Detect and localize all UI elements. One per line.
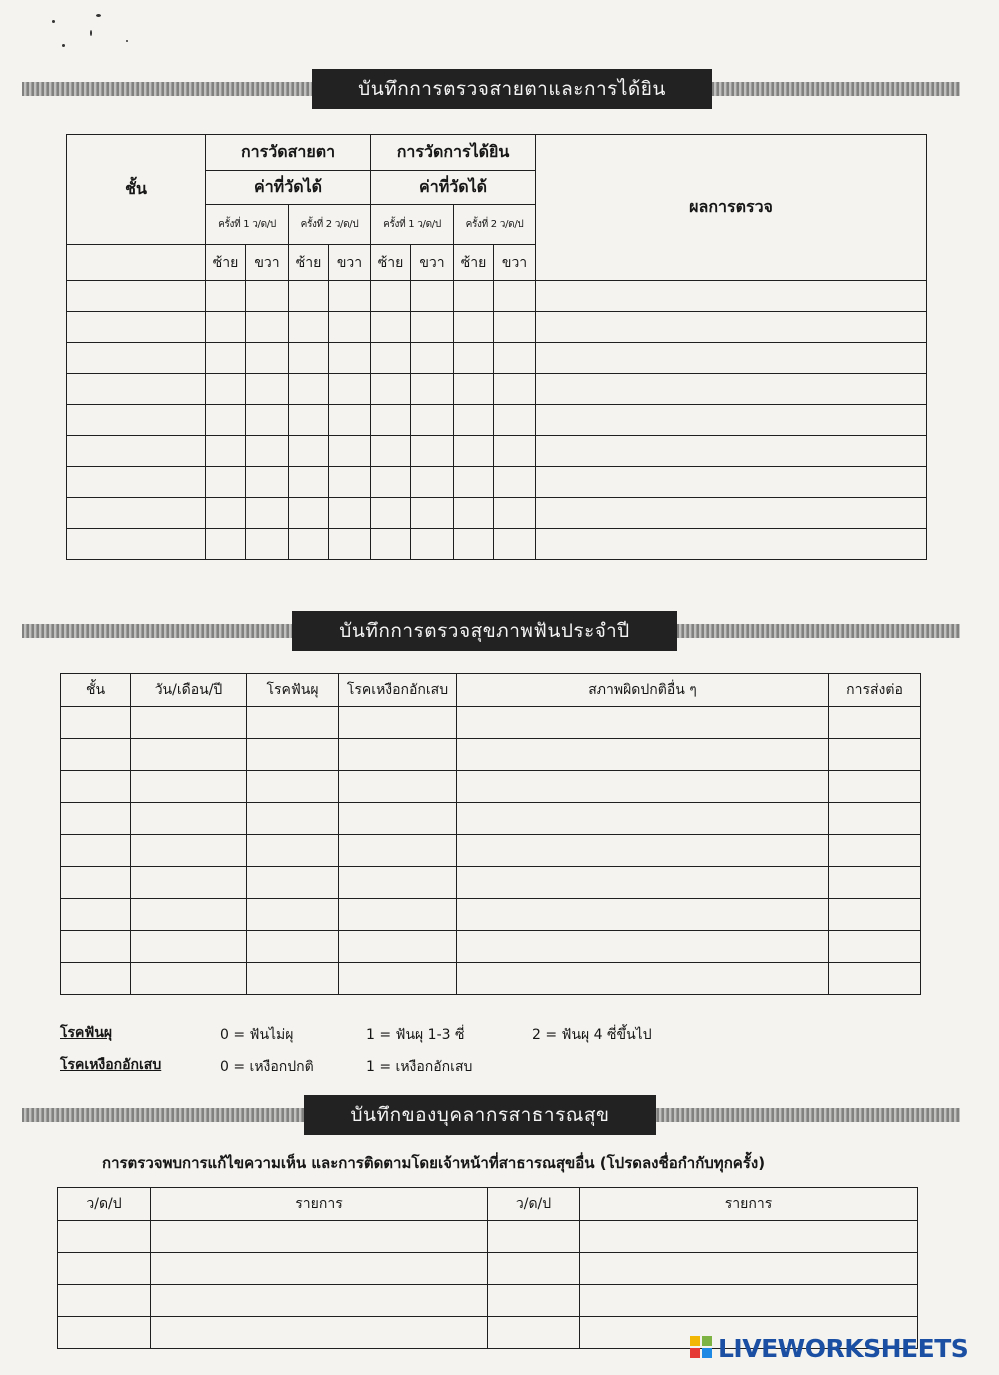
input-cell[interactable] (131, 835, 247, 867)
input-cell[interactable] (67, 405, 206, 436)
scan-speck (126, 40, 128, 42)
date-header: ว/ด/ป (58, 1188, 151, 1221)
input-cell[interactable] (206, 374, 246, 405)
input-cell[interactable] (580, 1253, 918, 1285)
input-cell[interactable] (247, 707, 339, 739)
input-cell[interactable] (454, 436, 494, 467)
health-staff-table (57, 1187, 918, 1349)
input-cell[interactable] (457, 867, 829, 899)
input-cell[interactable] (494, 374, 536, 405)
input-cell[interactable] (206, 312, 246, 343)
table-row (58, 1253, 918, 1285)
date-header: วัน/เดือน/ปี (131, 674, 247, 707)
input-cell[interactable] (371, 405, 411, 436)
input-cell[interactable] (829, 867, 921, 899)
date-header: ว/ด/ป (488, 1188, 580, 1221)
input-cell[interactable] (131, 867, 247, 899)
input-cell[interactable] (536, 281, 927, 312)
input-cell[interactable] (488, 1285, 580, 1317)
input-cell[interactable] (411, 498, 454, 529)
input-cell[interactable] (536, 405, 927, 436)
vision-measured-header: ค่าที่วัดได้ (206, 171, 371, 205)
input-cell[interactable] (329, 405, 371, 436)
input-cell[interactable] (289, 374, 329, 405)
caries-legend-label (60, 1022, 112, 1044)
input-cell[interactable] (488, 1221, 580, 1253)
table-row (61, 899, 921, 931)
input-cell[interactable] (131, 739, 247, 771)
input-cell[interactable] (329, 343, 371, 374)
input-cell[interactable] (58, 1317, 151, 1349)
input-cell[interactable] (289, 529, 329, 560)
input-cell[interactable] (488, 1253, 580, 1285)
input-cell[interactable] (247, 803, 339, 835)
input-cell[interactable] (411, 405, 454, 436)
left-header: ซ้าย (206, 245, 246, 281)
legend-label-text: โรคฟันผุ (60, 1025, 113, 1041)
input-cell[interactable] (206, 436, 246, 467)
liveworksheets-logo-icon (690, 1336, 714, 1360)
input-cell[interactable] (536, 343, 927, 374)
input-cell[interactable] (131, 803, 247, 835)
section-title: บันทึกการตรวจสายตาและการได้ยิน (312, 69, 712, 109)
left-header: ซ้าย (371, 245, 411, 281)
gingivitis-header: โรคเหงือกอักเสบ (339, 674, 457, 707)
input-cell[interactable] (58, 1285, 151, 1317)
input-cell[interactable] (131, 899, 247, 931)
input-cell[interactable] (457, 803, 829, 835)
vision-header: การวัดสายตา (206, 135, 371, 171)
input-cell[interactable] (454, 529, 494, 560)
input-cell[interactable] (206, 281, 246, 312)
logo-text: LIVEWORKSHEETS (718, 1334, 969, 1363)
table-row (61, 771, 921, 803)
legend-value: 0 = ฟันไม่ผุ (220, 1027, 294, 1043)
input-cell[interactable] (339, 867, 457, 899)
input-cell[interactable] (339, 771, 457, 803)
input-cell[interactable] (454, 405, 494, 436)
input-cell[interactable] (494, 436, 536, 467)
input-cell[interactable] (246, 529, 289, 560)
table-row (61, 867, 921, 899)
table-row (67, 498, 927, 529)
table-row (67, 281, 927, 312)
legend-value: 2 = ฟันผุ 4 ซี่ขึ้นไป (532, 1027, 652, 1043)
input-cell[interactable] (246, 343, 289, 374)
table-row (67, 467, 927, 498)
table-row (61, 739, 921, 771)
input-cell[interactable] (371, 436, 411, 467)
input-cell[interactable] (329, 374, 371, 405)
input-cell[interactable] (67, 467, 206, 498)
input-cell[interactable] (494, 281, 536, 312)
input-cell[interactable] (454, 281, 494, 312)
input-cell[interactable] (411, 529, 454, 560)
grade-header: ชั้น (61, 674, 131, 707)
input-cell[interactable] (371, 343, 411, 374)
input-cell[interactable] (494, 467, 536, 498)
left-header: ซ้าย (454, 245, 494, 281)
input-cell[interactable] (494, 529, 536, 560)
input-cell[interactable] (829, 931, 921, 963)
section-title: บันทึกการตรวจสุขภาพฟันประจำปี (292, 611, 677, 651)
input-cell[interactable] (61, 899, 131, 931)
input-cell[interactable] (246, 312, 289, 343)
input-cell[interactable] (67, 529, 206, 560)
legend-label-text: โรคเหงือกอักเสบ (60, 1057, 162, 1073)
input-cell[interactable] (329, 529, 371, 560)
hearing-round2-header: ครั้งที่ 2 ว/ด/ป (454, 205, 536, 245)
right-header: ขวา (246, 245, 289, 281)
input-cell[interactable] (829, 835, 921, 867)
input-cell[interactable] (457, 739, 829, 771)
input-cell[interactable] (829, 739, 921, 771)
table-row (61, 803, 921, 835)
input-cell[interactable] (58, 1221, 151, 1253)
input-cell[interactable] (494, 312, 536, 343)
legend-value: 0 = เหงือกปกติ (220, 1059, 314, 1075)
input-cell[interactable] (246, 405, 289, 436)
input-cell[interactable] (61, 867, 131, 899)
table-row (67, 436, 927, 467)
input-cell[interactable] (247, 963, 339, 995)
input-cell[interactable] (329, 498, 371, 529)
input-cell[interactable] (329, 467, 371, 498)
input-cell[interactable] (246, 467, 289, 498)
input-cell[interactable] (289, 343, 329, 374)
table-row (61, 963, 921, 995)
input-cell[interactable] (289, 498, 329, 529)
input-cell[interactable] (67, 281, 206, 312)
input-cell[interactable] (246, 281, 289, 312)
input-cell[interactable] (289, 281, 329, 312)
input-cell[interactable] (371, 498, 411, 529)
vision-hearing-table (66, 134, 927, 560)
input-cell[interactable] (536, 498, 927, 529)
input-cell[interactable] (339, 739, 457, 771)
left-header: ซ้าย (289, 245, 329, 281)
input-cell[interactable] (329, 281, 371, 312)
input-cell[interactable] (411, 436, 454, 467)
input-cell[interactable] (411, 312, 454, 343)
hearing-measured-header: ค่าที่วัดได้ (371, 171, 536, 205)
vision-round1-header: ครั้งที่ 1 ว/ด/ป (206, 205, 289, 245)
input-cell[interactable] (131, 963, 247, 995)
input-cell[interactable] (536, 312, 927, 343)
input-cell[interactable] (61, 835, 131, 867)
input-cell[interactable] (329, 436, 371, 467)
input-cell[interactable] (289, 405, 329, 436)
input-cell[interactable] (829, 771, 921, 803)
input-cell[interactable] (454, 312, 494, 343)
dental-table (60, 673, 921, 995)
input-cell[interactable] (371, 374, 411, 405)
caries-header: โรคฟันผุ (247, 674, 339, 707)
table-row (61, 707, 921, 739)
input-cell[interactable] (289, 467, 329, 498)
input-cell[interactable] (371, 529, 411, 560)
gum-legend-label (60, 1054, 161, 1076)
input-cell[interactable] (457, 835, 829, 867)
input-cell[interactable] (67, 312, 206, 343)
input-cell[interactable] (829, 963, 921, 995)
input-cell[interactable] (411, 374, 454, 405)
input-cell[interactable] (247, 899, 339, 931)
input-cell[interactable] (457, 707, 829, 739)
input-cell[interactable] (580, 1221, 918, 1253)
input-cell[interactable] (206, 529, 246, 560)
input-cell[interactable] (329, 312, 371, 343)
input-cell[interactable] (536, 529, 927, 560)
input-cell[interactable] (247, 931, 339, 963)
scan-speck (62, 44, 65, 47)
input-cell[interactable] (206, 405, 246, 436)
input-cell[interactable] (289, 312, 329, 343)
input-cell[interactable] (457, 963, 829, 995)
input-cell[interactable] (61, 803, 131, 835)
dental-banner (22, 620, 960, 642)
item-header: รายการ (580, 1188, 918, 1221)
input-cell[interactable] (371, 312, 411, 343)
abnormality-header: สภาพผิดปกติอื่น ๆ (457, 674, 829, 707)
input-cell[interactable] (61, 931, 131, 963)
input-cell[interactable] (151, 1221, 488, 1253)
input-cell[interactable] (454, 498, 494, 529)
grade-subcell (67, 245, 206, 281)
section-title: บันทึกของบุคลากรสาธารณสุข (304, 1095, 656, 1135)
input-cell[interactable] (454, 343, 494, 374)
input-cell[interactable] (131, 931, 247, 963)
input-cell[interactable] (151, 1253, 488, 1285)
input-cell[interactable] (339, 899, 457, 931)
input-cell[interactable] (247, 771, 339, 803)
table-row (58, 1285, 918, 1317)
input-cell[interactable] (61, 771, 131, 803)
input-cell[interactable] (289, 436, 329, 467)
table-row (67, 312, 927, 343)
input-cell[interactable] (371, 281, 411, 312)
input-cell[interactable] (247, 739, 339, 771)
input-cell[interactable] (246, 498, 289, 529)
table-row (67, 374, 927, 405)
table-row (61, 931, 921, 963)
input-cell[interactable] (494, 405, 536, 436)
input-cell[interactable] (61, 739, 131, 771)
input-cell[interactable] (67, 374, 206, 405)
grade-header: ชั้น (67, 135, 206, 245)
input-cell[interactable] (131, 771, 247, 803)
scan-speck (52, 20, 55, 23)
input-cell[interactable] (151, 1317, 488, 1349)
input-cell[interactable] (246, 436, 289, 467)
legend-value: 1 = เหงือกอักเสบ (366, 1059, 473, 1075)
input-cell[interactable] (246, 374, 289, 405)
vision-round2-header: ครั้งที่ 2 ว/ด/ป (289, 205, 371, 245)
input-cell[interactable] (247, 867, 339, 899)
input-cell[interactable] (494, 498, 536, 529)
liveworksheets-logo (690, 1334, 968, 1363)
hearing-round1-header: ครั้งที่ 1 ว/ด/ป (371, 205, 454, 245)
input-cell[interactable] (131, 707, 247, 739)
scan-speck (90, 30, 92, 36)
input-cell[interactable] (829, 803, 921, 835)
input-cell[interactable] (339, 835, 457, 867)
input-cell[interactable] (339, 931, 457, 963)
input-cell[interactable] (454, 374, 494, 405)
input-cell[interactable] (580, 1285, 918, 1317)
item-header: รายการ (151, 1188, 488, 1221)
input-cell[interactable] (454, 467, 494, 498)
input-cell[interactable] (488, 1317, 580, 1349)
input-cell[interactable] (247, 835, 339, 867)
input-cell[interactable] (494, 343, 536, 374)
table-row (67, 405, 927, 436)
right-header: ขวา (411, 245, 454, 281)
input-cell[interactable] (536, 374, 927, 405)
right-header: ขวา (494, 245, 536, 281)
input-cell[interactable] (58, 1253, 151, 1285)
input-cell[interactable] (371, 467, 411, 498)
table-row (58, 1221, 918, 1253)
input-cell[interactable] (67, 436, 206, 467)
input-cell[interactable] (411, 343, 454, 374)
result-header: ผลการตรวจ (536, 135, 927, 281)
vision-hearing-banner (22, 78, 960, 100)
input-cell[interactable] (829, 899, 921, 931)
referral-header: การส่งต่อ (829, 674, 921, 707)
table-row (61, 835, 921, 867)
input-cell[interactable] (411, 467, 454, 498)
input-cell[interactable] (536, 436, 927, 467)
input-cell[interactable] (206, 467, 246, 498)
input-cell[interactable] (206, 498, 246, 529)
input-cell[interactable] (206, 343, 246, 374)
input-cell[interactable] (457, 931, 829, 963)
input-cell[interactable] (151, 1285, 488, 1317)
input-cell[interactable] (411, 281, 454, 312)
input-cell[interactable] (67, 498, 206, 529)
legend-value: 1 = ฟันผุ 1-3 ซี่ (366, 1027, 465, 1043)
input-cell[interactable] (339, 707, 457, 739)
input-cell[interactable] (61, 707, 131, 739)
input-cell[interactable] (61, 963, 131, 995)
table-row (67, 343, 927, 374)
table-row (67, 529, 927, 560)
input-cell[interactable] (67, 343, 206, 374)
input-cell[interactable] (536, 467, 927, 498)
health-staff-banner (22, 1104, 960, 1126)
input-cell[interactable] (829, 707, 921, 739)
scan-speck (96, 14, 101, 17)
input-cell[interactable] (457, 899, 829, 931)
input-cell[interactable] (339, 803, 457, 835)
health-staff-subtitle: การตรวจพบการแก้ไขความเห็น และการติดตามโดยเจ้าหน้าที่สาธารณสุขอื่น (โปรดลงชื่อกำกับทุกครั้ง) (102, 1154, 766, 1172)
hearing-header: การวัดการได้ยิน (371, 135, 536, 171)
input-cell[interactable] (457, 771, 829, 803)
right-header: ขวา (329, 245, 371, 281)
input-cell[interactable] (339, 963, 457, 995)
